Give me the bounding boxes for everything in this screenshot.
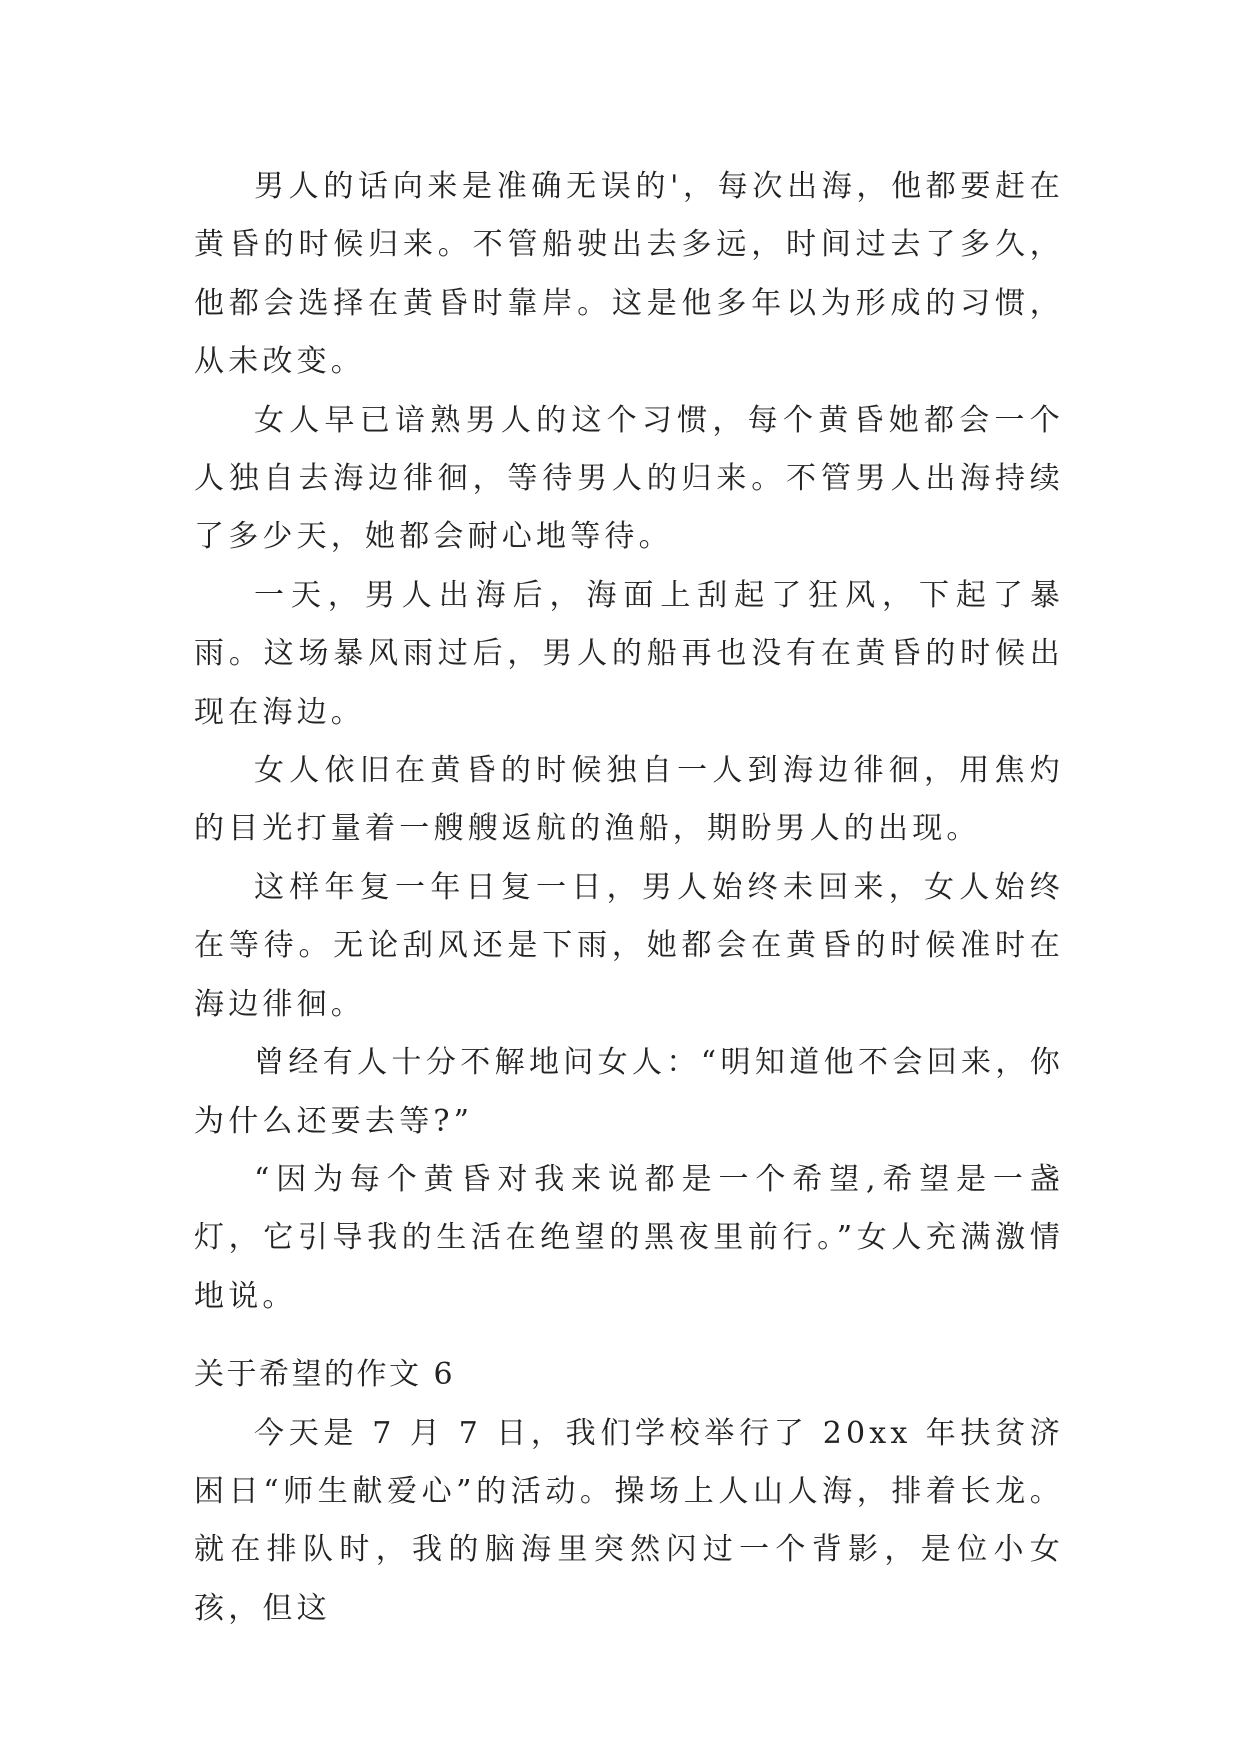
document-body [194,158,1064,1638]
paragraph: 女人早已谙熟男人的这个习惯，每个黄昏她都会一个人独自去海边徘徊，等待男人的归来。不管男人出海持续了多少天，她都会耐心地等待。 [194,402,1064,555]
paragraph: 一天，男人出海后，海面上刮起了狂风，下起了暴雨。这场暴风雨过后，男人的船再也没有在黄昏的时候出现在海边。 [194,577,1064,730]
paragraph: “因为每个黄昏对我来说都是一个希望,希望是一盏灯，它引导我的生活在绝望的黑夜里前行。”女人充满激情地说。 [194,1161,1064,1314]
section-title: 关于希望的作文 6 [194,1357,456,1393]
paragraph: 曾经有人十分不解地问女人：“明知道他不会回来，你为什么还要去等?” [194,1045,1064,1139]
paragraph: 男人的话向来是准确无误的'，每次出海，他都要赶在黄昏的时候归来。不管船驶出去多远，时间过去了多久，他都会选择在黄昏时靠岸。这是他多年以为形成的习惯，从未改变。 [194,169,1064,380]
paragraph: 今天是 7 月 7 日，我们学校举行了 20xx 年扶贫济困日“师生献爱心”的活动。操场上人山人海，排着长龙。就在排队时，我的脑海里突然闪过一个背影，是位小女孩，但这 [194,1415,1064,1626]
paragraph: 女人依旧在黄昏的时候独自一人到海边徘徊，用焦灼的目光打量着一艘艘返航的渔船，期盼男人的出现。 [194,753,1064,847]
paragraph: 这样年复一年日复一日，男人始终未回来，女人始终在等待。无论刮风还是下雨，她都会在黄昏的时候准时在海边徘徊。 [194,869,1064,1022]
